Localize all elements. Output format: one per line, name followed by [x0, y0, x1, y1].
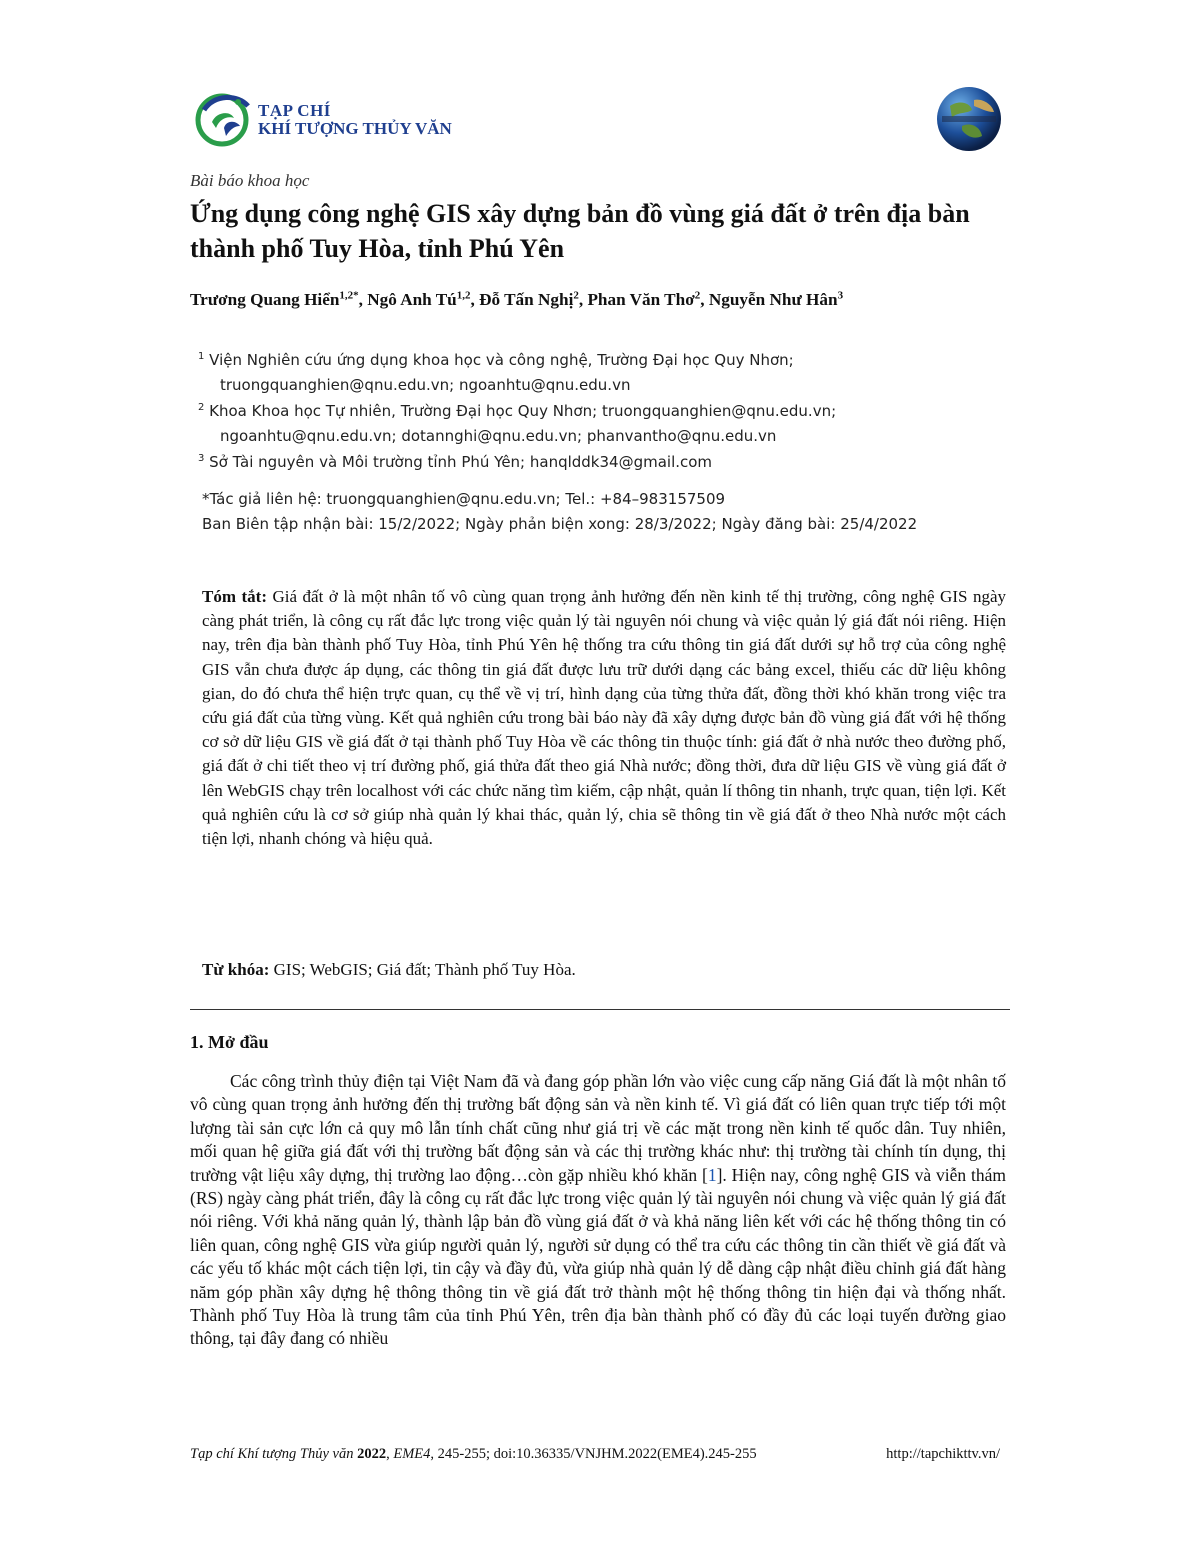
- author-affiliation-mark: 2: [573, 289, 579, 302]
- affiliation-text: Viện Nghiên cứu ứng dụng khoa học và công nghệ, Trường Đại học Quy Nhơn;: [204, 351, 794, 369]
- keywords: [202, 958, 1006, 982]
- section-divider: [190, 1009, 1010, 1010]
- author-affiliation-mark: 2: [694, 289, 701, 302]
- keywords-label: Từ khóa:: [202, 960, 270, 979]
- submission-dates: Ban Biên tập nhận bài: 15/2/2022; Ngày phản biện xong: 28/3/2022; Ngày đăng bài: 25/4/2022: [202, 515, 918, 533]
- article-type: Bài báo khoa học: [190, 171, 310, 190]
- affiliation-1: [198, 348, 1018, 398]
- abstract: [202, 585, 1006, 851]
- author-affiliation-mark: 3: [837, 289, 844, 302]
- abstract-label: Tóm tắt:: [202, 587, 267, 606]
- affiliation-3: [198, 450, 1018, 475]
- abstract-text: Giá đất ở là một nhân tố vô cùng quan trọng ảnh hưởng đến nền kinh tế thị trường, công nghệ GIS ngày càng phát triển, là công cụ rất đắc lực trong việc quản lý tài nguyên nói chung và việc quản lý giá đất nói riêng. Hiện nay, trên địa bàn thành phố Tuy Hòa, tỉnh Phú Yên hệ thống tra cứu thông tin giá đất dưới sự hỗ trợ của công nghệ GIS vẫn chưa được áp dụng, các thông tin giá đất được lưu trữ dưới dạng các bảng excel, thiếu các dữ liệu không gian, do đó chưa thể hiện trực quan, cụ thể về vị trí, hình dạng của từng thửa đất, đồng thời khó khăn trong việc tra cứu giá đất của từng vùng. Kết quả nghiên cứu trong bài báo này đã xây dựng được bản đồ vùng giá đất với hệ thống cơ sở dữ liệu GIS về giá đất ở tại thành phố Tuy Hòa về các thông tin thuộc tính: giá đất ở nhà nước theo đường phố, giá đất ở chi tiết theo vị trí đường phố, giá thửa đất theo giá Nhà nước; đồng thời, đưa dữ liệu GIS về vùng giá đất ở lên WebGIS chạy trên localhost với các chức năng tìm kiếm, cập nhật, quản lí thông tin nhanh, trực quan, tiện lợi. Kết quả nghiên cứu là cơ sở giúp nhà quản lý khai thác, quản lý, chia sẽ thông tin về giá đất ở theo Nhà nước một cách tiện lợi, nhanh chóng và hiệu quả.: [202, 587, 1006, 849]
- footer-citation: Tạp chí Khí tượng Thủy văn 2022, EME4, 245-255; doi:10.36335/VNJHM.2022(EME4).245-255: [190, 1446, 757, 1462]
- footer-issue: EME4: [393, 1446, 431, 1462]
- globe-icon: [936, 86, 1002, 152]
- logo-line-1: TẠP CHÍ: [258, 101, 331, 120]
- journal-logo-emblem-icon: [190, 88, 260, 150]
- author-separator: ,: [700, 290, 709, 309]
- author-affiliation-mark: 1,2: [456, 289, 471, 302]
- author-name: Nguyễn Như Hân: [708, 290, 838, 309]
- footer-url-link[interactable]: http://tapchikttv.vn/: [886, 1446, 1000, 1462]
- affiliation-number: 3: [198, 453, 205, 464]
- section-heading: 1. Mở đầu: [190, 1032, 269, 1052]
- body-text: Các công trình thủy điện tại Việt Nam đã và đang góp phần lớn vào việc cung cấp năng Giá đất là một nhân tố vô cùng quan trọng ảnh hưởng đến thị trường bất động sản và nền kinh tế. Vì giá đất có liên quan trực tiếp tới một lượng tài sản cực lớn cả quy mô lẫn tính chất cũng như giá trị về các mặt trong nền kinh tế quốc dân. Tuy nhiên, mối quan hệ giữa giá đất với thị trường bất động sản và các thị trường khác như: thị trường tài chính tín dụng, thị trường vật liệu xây dựng, thị trường lao động…còn gặp nhiều khó khăn [: [190, 1071, 1006, 1185]
- author-name: Đỗ Tấn Nghị: [479, 290, 574, 309]
- affiliation-emails: truongquanghien@qnu.edu.vn; ngoanhtu@qnu.edu.vn: [220, 376, 631, 394]
- footer-journal: Tạp chí Khí tượng Thủy văn: [190, 1446, 354, 1462]
- footer-doi: , 245-255; doi:10.36335/VNJHM.2022(EME4).245-255: [430, 1446, 757, 1462]
- citation-link[interactable]: 1: [707, 1164, 717, 1185]
- correspondence: *Tác giả liên hệ: truongquanghien@qnu.edu.vn; Tel.: +84–983157509: [202, 490, 726, 508]
- affiliation-number: 2: [198, 402, 205, 413]
- journal-logo: [190, 88, 490, 150]
- keywords-text: GIS; WebGIS; Giá đất; Thành phố Tuy Hòa.: [269, 960, 576, 979]
- affiliation-text: Sở Tài nguyên và Môi trường tỉnh Phú Yên; hanqlddk34@gmail.com: [204, 453, 713, 471]
- author-separator: ,: [470, 290, 480, 309]
- affiliation-text: Khoa Khoa học Tự nhiên, Trường Đại học Quy Nhơn; truongquanghien@qnu.edu.vn;: [204, 402, 837, 420]
- affiliation-number: 1: [198, 351, 205, 362]
- paper-title: Ứng dụng công nghệ GIS xây dựng bản đồ vùng giá đất ở trên địa bàn thành phố Tuy Hòa, tỉnh Phú Yên: [190, 199, 970, 263]
- section-body: [190, 1070, 1006, 1351]
- logo-line-2: KHÍ TƯỢNG THỦY VĂN: [258, 118, 452, 138]
- footer-year: 2022: [357, 1446, 387, 1462]
- author-name: Trương Quang Hiển: [190, 290, 340, 309]
- affiliation-emails: ngoanhtu@qnu.edu.vn; dotannghi@qnu.edu.vn; phanvantho@qnu.edu.vn: [220, 427, 777, 445]
- author-name: Phan Văn Thơ: [587, 290, 695, 309]
- affiliation-2: [198, 399, 1018, 449]
- body-text: ]. Hiện nay, công nghệ GIS và viễn thám (RS) ngày càng phát triển, đây là công cụ rất đắc lực trong việc quản lý tài nguyên nói chung và việc quản lý giá đất nói riêng. Với khả năng quản lý, thành lập bản đồ vùng giá đất ở và khả năng liên kết với các hệ thống thông tin có liên quan, công nghệ GIS vừa giúp người quản lý, người sử dụng có thể tra cứu các thông tin cần thiết về giá đất và các yếu tố khác một cách tiện lợi, tin cậy và đầy đủ, vừa giúp nhà quản lý dễ dàng cập nhật điều chỉnh giá đất hàng năm góp phần xây dựng hệ thông thông tin về giá đất trở thành một hệ thống thông tin hiện đại và thống nhất. Thành phố Tuy Hòa là trung tâm của tỉnh Phú Yên, trên địa bàn thành phố có đầy đủ các loại tuyến đường giao thông, tại đây đang có nhiều: [190, 1164, 1006, 1349]
- author-name: Ngô Anh Tú: [367, 290, 457, 309]
- author-separator: ,: [358, 290, 368, 309]
- author-list: [190, 287, 1020, 312]
- author-affiliation-mark: 1,2*: [339, 289, 359, 302]
- author-separator: ,: [578, 290, 588, 309]
